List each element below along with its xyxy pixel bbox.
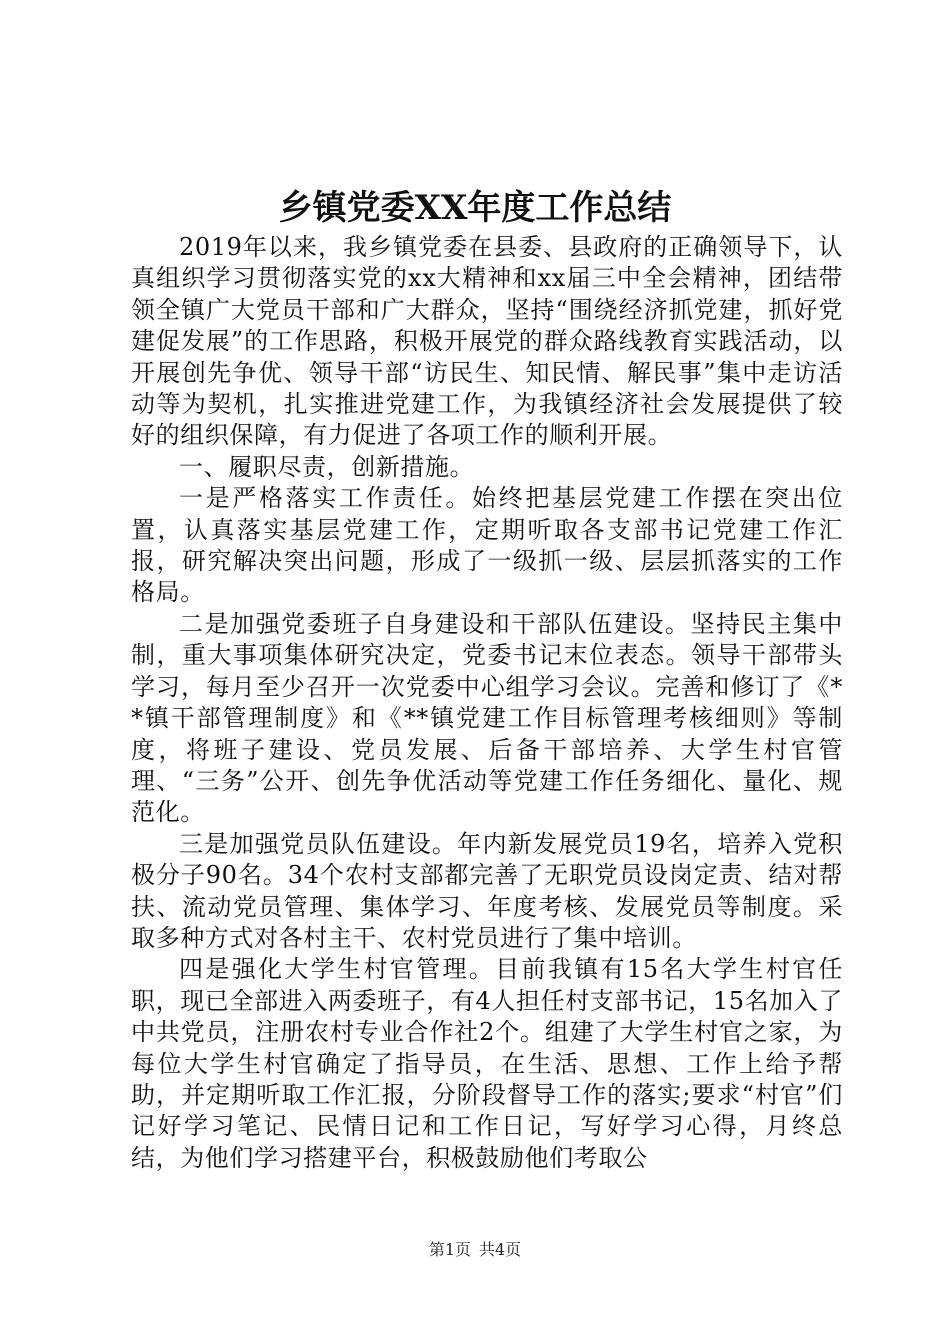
page-footer	[0, 1240, 950, 1260]
document-body	[131, 232, 843, 1174]
body-paragraph: 三是加强党员队伍建设。年内新发展党员19名，培养入党积极分子90名。34个农村支部都完善了无职党员设岗定责、结对帮扶、流动党员管理、集体学习、年度考核、发展党员等制度。采取多种方式对各村主干、农村党员进行了集中培训。	[131, 829, 843, 952]
page-number: 第1页	[428, 1240, 471, 1259]
body-paragraph: 四是强化大学生村官管理。目前我镇有15名大学生村官任职，现已全部进入两委班子，有4人担任村支部书记，15名加入了中共党员，注册农村专业合作社2个。组建了大学生村官之家，为每位大学生村官确定了指导员，在生活、思想、工作上给予帮助，并定期听取工作汇报，分阶段督导工作的落实;要求“村官”们记好学习笔记、民情日记和工作日记，写好学习心得，月终总结，为他们学习搭建平台，积极鼓励他们考取公	[131, 955, 843, 1172]
document-title: 乡镇党委XX年度工作总结	[278, 188, 672, 228]
section-heading: 一、履职尽责，创新措施。	[179, 452, 475, 481]
page-total: 共4页	[479, 1240, 522, 1259]
body-paragraph: 二是加强党委班子自身建设和干部队伍建设。坚持民主集中制，重大事项集体研究决定，党委书记末位表态。领导干部带头学习，每月至少召开一次党委中心组学习会议。完善和修订了《**镇干部管理制度》和《**镇党建工作目标管理考核细则》等制度，将班子建设、党员发展、后备干部培养、大学生村官管理、“三务”公开、创先争优活动等党建工作任务细化、量化、规范化。	[131, 609, 843, 827]
body-paragraph: 一是严格落实工作责任。始终把基层党建工作摆在突出位置，认真落实基层党建工作，定期听取各支部书记党建工作汇报，研究解决突出问题，形成了一级抓一级、层层抓落实的工作格局。	[131, 484, 843, 607]
intro-paragraph: 2019年以来，我乡镇党委在县委、县政府的正确领导下，认真组织学习贯彻落实党的xx大精神和xx届三中全会精神，团结带领全镇广大党员干部和广大群众，坚持“围绕经济抓党建，抓好党建促发展”的工作思路，积极开展党的群众路线教育实践活动，以开展创先争优、领导干部“访民生、知民情、解民事”集中走访活动等为契机，扎实推进党建工作，为我镇经济社会发展提供了较好的组织保障，有力促进了各项工作的顺利开展。	[131, 233, 843, 450]
